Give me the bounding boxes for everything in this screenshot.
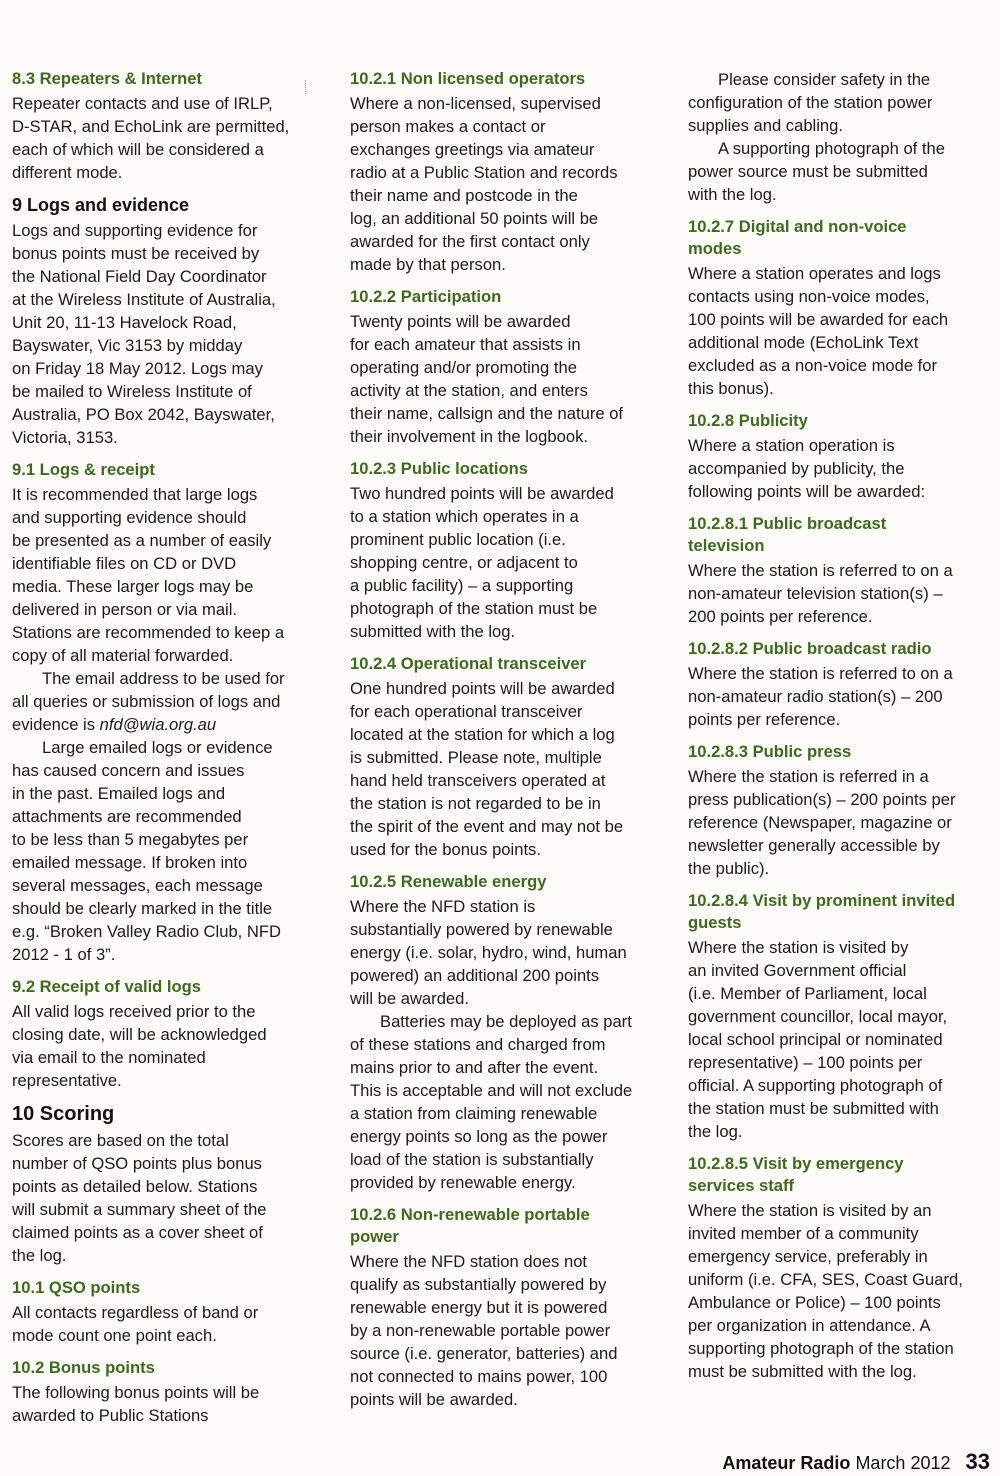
- text-line: Where a station operates and logs: [688, 264, 941, 283]
- text-line: Bayswater, Vic 3153 by midday: [12, 336, 243, 355]
- text-line: located at the station for which a log: [350, 725, 615, 744]
- text-line: 200 points per reference.: [688, 607, 873, 626]
- heading-text: 10.2 Bonus points: [12, 1358, 155, 1377]
- body-paragraph: [688, 262, 990, 400]
- text-line: per organization in attendance. A: [688, 1316, 931, 1335]
- subsection-heading: [688, 741, 990, 763]
- text-line: emergency service, preferably in: [688, 1247, 928, 1266]
- text-line: prominent public location (i.e.: [350, 530, 566, 549]
- heading-text: 9 Logs and evidence: [12, 195, 190, 215]
- subsection-heading: [350, 653, 655, 675]
- body-paragraph: [688, 1199, 990, 1383]
- text-line: following points will be awarded:: [688, 482, 926, 501]
- subsection-heading: [350, 1204, 655, 1248]
- text-line: qualify as substantially powered by: [350, 1275, 607, 1294]
- text-line: points as detailed below. Stations: [12, 1177, 258, 1196]
- text-line: energy (i.e. solar, hydro, wind, human: [350, 943, 627, 962]
- text-line: closing date, will be acknowledged: [12, 1025, 267, 1044]
- body-paragraph: [350, 677, 655, 861]
- magazine-name: Amateur Radio: [722, 1453, 851, 1473]
- text-line: newsletter generally accessible by: [688, 836, 940, 855]
- text-line: local school principal or nominated: [688, 1030, 943, 1049]
- text-line: A supporting photograph of the: [718, 139, 945, 158]
- text-line: made by that person.: [350, 255, 506, 274]
- text-line: e.g. “Broken Valley Radio Club, NFD: [12, 922, 281, 941]
- text-line: and supporting evidence should: [12, 508, 247, 527]
- text-line: hand held transceivers operated at: [350, 771, 606, 790]
- heading-text: 10.2.1 Non licensed operators: [350, 69, 586, 88]
- text-line: be presented as a number of easily: [12, 531, 272, 550]
- text-line: power source must be submitted: [688, 162, 928, 181]
- text-line: Where the NFD station does not: [350, 1252, 588, 1271]
- text-line: (i.e. Member of Parliament, local: [688, 984, 927, 1003]
- text-line: Where the station is referred in a: [688, 767, 929, 786]
- text-line: the log.: [688, 1122, 743, 1141]
- text-line: their name and postcode in the: [350, 186, 578, 205]
- text-line: an invited Government official: [688, 961, 907, 980]
- column-1: [12, 68, 317, 1427]
- body-paragraph: [350, 1250, 655, 1411]
- text-line: the station must be submitted with: [688, 1099, 939, 1118]
- heading-text: 10 Scoring: [12, 1103, 115, 1125]
- heading-text: 8.3 Repeaters & Internet: [12, 69, 202, 88]
- text-line: Where the station is visited by: [688, 938, 909, 957]
- text-line: accompanied by publicity, the: [688, 459, 905, 478]
- text-line: person makes a contact or: [350, 117, 546, 136]
- body-paragraph: [12, 1000, 317, 1092]
- text-line: The email address to be used for: [42, 669, 285, 688]
- text-line: the log.: [12, 1246, 67, 1265]
- body-paragraph: [688, 936, 990, 1143]
- text-line: awarded to Public Stations: [12, 1406, 209, 1425]
- body-paragraph: [350, 895, 655, 1010]
- text-line: official. A supporting photograph of: [688, 1076, 943, 1095]
- text-line: evidence is nfd@wia.org.au: [12, 715, 217, 734]
- body-paragraph: [12, 92, 317, 184]
- body-paragraph: [688, 559, 990, 628]
- text-line: the National Field Day Coordinator: [12, 267, 267, 286]
- heading-text: 10.2.8 Publicity: [688, 411, 808, 430]
- text-line: invited member of a community: [688, 1224, 919, 1243]
- text-line: with the log.: [688, 185, 777, 204]
- body-paragraph: [350, 1010, 655, 1194]
- heading-text-continued: television: [688, 536, 765, 555]
- text-line: additional mode (EchoLink Text: [688, 333, 919, 352]
- body-paragraph: [688, 662, 990, 731]
- text-line: on Friday 18 May 2012. Logs may: [12, 359, 263, 378]
- text-line: 2012 - 1 of 3”.: [12, 945, 116, 964]
- text-line: copy of all material forwarded.: [12, 646, 234, 665]
- text-line: activity at the station, and enters: [350, 381, 588, 400]
- text-line: to a station which operates in a: [350, 507, 579, 526]
- heading-text: 10.2.8.3 Public press: [688, 742, 852, 761]
- text-line: This is acceptable and will not exclude: [350, 1081, 633, 1100]
- text-line: Two hundred points will be awarded: [350, 484, 614, 503]
- text-line: at the Wireless Institute of Australia,: [12, 290, 276, 309]
- heading-text: 10.2.6 Non-renewable portable: [350, 1205, 590, 1224]
- text-line: has caused concern and issues: [12, 761, 245, 780]
- body-paragraph: [12, 667, 317, 736]
- text-line: powered) an additional 200 points: [350, 966, 600, 985]
- text-line: the station is not regarded to be in: [350, 794, 601, 813]
- text-line: provided by renewable energy.: [350, 1173, 576, 1192]
- text-line: submitted with the log.: [350, 622, 516, 641]
- heading-text: 9.1 Logs & receipt: [12, 460, 155, 479]
- subsection-heading: [12, 459, 317, 481]
- text-line: contacts using non-voice modes,: [688, 287, 930, 306]
- subsection-heading: [350, 286, 655, 308]
- text-line: renewable energy but it is powered: [350, 1298, 608, 1317]
- text-line: is submitted. Please note, multiple: [350, 748, 602, 767]
- heading-text: 10.2.7 Digital and non-voice: [688, 217, 907, 236]
- text-line: delivered in person or via mail.: [12, 600, 238, 619]
- body-paragraph: [350, 92, 655, 276]
- text-line: must be submitted with the log.: [688, 1362, 917, 1381]
- text-line: will submit a summary sheet of the: [12, 1200, 267, 1219]
- subsection-heading: [12, 976, 317, 998]
- section-heading: [12, 194, 317, 216]
- heading-text-continued: power: [350, 1227, 399, 1246]
- text-line: emailed message. If broken into: [12, 853, 248, 872]
- text-line: Where the station is referred to on a: [688, 664, 953, 683]
- text-line: Where a station operation is: [688, 436, 895, 455]
- text-line: government councillor, local mayor,: [688, 1007, 948, 1026]
- text-line: reference (Newspaper, magazine or: [688, 813, 952, 832]
- text-line: all queries or submission of logs and: [12, 692, 281, 711]
- text-line: shopping centre, or adjacent to: [350, 553, 578, 572]
- text-line: uniform (i.e. CFA, SES, Coast Guard,: [688, 1270, 963, 1289]
- heading-text-continued: guests: [688, 913, 742, 932]
- text-line: Repeater contacts and use of IRLP,: [12, 94, 273, 113]
- text-line: substantially powered by renewable: [350, 920, 613, 939]
- text-line: mode count one point each.: [12, 1326, 217, 1345]
- text-line: Large emailed logs or evidence: [42, 738, 273, 757]
- subsection-heading: [688, 513, 990, 557]
- text-line: representative) – 100 points per: [688, 1053, 923, 1072]
- text-line: It is recommended that large logs: [12, 485, 258, 504]
- text-line: The following bonus points will be: [12, 1383, 260, 1402]
- heading-text: 9.2 Receipt of valid logs: [12, 977, 202, 996]
- column-3: [688, 68, 990, 1383]
- body-paragraph: [350, 310, 655, 448]
- heading-text-continued: services staff: [688, 1176, 795, 1195]
- text-line: Scores are based on the total: [12, 1131, 229, 1150]
- text-line: in the past. Emailed logs and: [12, 784, 226, 803]
- subsection-heading: [12, 1277, 317, 1299]
- text-line: be mailed to Wireless Institute of: [12, 382, 252, 401]
- text-line: supporting photograph of the station: [688, 1339, 954, 1358]
- body-paragraph: [688, 137, 990, 206]
- heading-text-continued: modes: [688, 239, 742, 258]
- text-line: Unit 20, 11-13 Havelock Road,: [12, 313, 237, 332]
- body-paragraph: [12, 1301, 317, 1347]
- text-line: a public facility) – a supporting: [350, 576, 574, 595]
- heading-text: 10.2.8.4 Visit by prominent invited: [688, 891, 956, 910]
- body-paragraph: [688, 434, 990, 503]
- text-line: configuration of the station power: [688, 93, 933, 112]
- subsection-heading: [350, 68, 655, 90]
- text-line: different mode.: [12, 163, 123, 182]
- text-line: claimed points as a cover sheet of: [12, 1223, 263, 1242]
- text-line: points will be awarded.: [350, 1390, 518, 1409]
- subsection-heading: [688, 638, 990, 660]
- text-line: photograph of the station must be: [350, 599, 598, 618]
- text-line: number of QSO points plus bonus: [12, 1154, 262, 1173]
- text-line: One hundred points will be awarded: [350, 679, 615, 698]
- body-paragraph: [12, 1129, 317, 1267]
- text-line: non-amateur radio station(s) – 200: [688, 687, 943, 706]
- email-address: nfd@wia.org.au: [99, 715, 217, 734]
- text-line: Stations are recommended to keep a: [12, 623, 285, 642]
- text-line: exchanges greetings via amateur: [350, 140, 595, 159]
- text-line: by a non-renewable portable power: [350, 1321, 611, 1340]
- text-line: mains prior to and after the event.: [350, 1058, 599, 1077]
- subsection-heading: [350, 458, 655, 480]
- subsection-heading: [12, 68, 317, 90]
- text-line: several messages, each message: [12, 876, 263, 895]
- text-line: media. These larger logs may be: [12, 577, 254, 596]
- text-line: should be clearly marked in the title: [12, 899, 273, 918]
- text-line: log, an additional 50 points will be: [350, 209, 599, 228]
- body-paragraph: [12, 1381, 317, 1427]
- text-line: All contacts regardless of band or: [12, 1303, 259, 1322]
- body-paragraph: [12, 219, 317, 449]
- subsection-heading: [12, 1357, 317, 1379]
- text-line: source (i.e. generator, batteries) and: [350, 1344, 618, 1363]
- text-line: via email to the nominated: [12, 1048, 206, 1067]
- text-line: energy points so long as the power: [350, 1127, 608, 1146]
- heading-text: 10.2.2 Participation: [350, 287, 502, 306]
- text-line: Where the station is visited by an: [688, 1201, 932, 1220]
- text-line: the spirit of the event and may not be: [350, 817, 624, 836]
- column-2: [350, 68, 655, 1411]
- text-line: their name, callsign and the nature of: [350, 404, 624, 423]
- text-line: their involvement in the logbook.: [350, 427, 588, 446]
- text-line: will be awarded.: [350, 989, 469, 1008]
- subsection-heading: [350, 871, 655, 893]
- text-line: bonus points must be received by: [12, 244, 260, 263]
- body-paragraph: [12, 483, 317, 667]
- page-number: 33: [965, 1449, 990, 1474]
- text-line: a station from claiming renewable: [350, 1104, 598, 1123]
- text-line: operating and/or promoting the: [350, 358, 577, 377]
- heading-text: 10.2.8.5 Visit by emergency: [688, 1154, 904, 1173]
- text-line: Australia, PO Box 2042, Bayswater,: [12, 405, 275, 424]
- text-line: used for the bonus points.: [350, 840, 541, 859]
- heading-text: 10.2.8.1 Public broadcast: [688, 514, 887, 533]
- text-line: not connected to mains power, 100: [350, 1367, 608, 1386]
- text-line: supplies and cabling.: [688, 116, 843, 135]
- body-paragraph: [688, 68, 990, 137]
- text-line: points per reference.: [688, 710, 841, 729]
- text-line: radio at a Public Station and records: [350, 163, 618, 182]
- body-paragraph: [688, 765, 990, 880]
- text-line: Where a non-licensed, supervised: [350, 94, 601, 113]
- text-line: identifiable files on CD or DVD: [12, 554, 237, 573]
- text-line: Batteries may be deployed as part: [380, 1012, 632, 1031]
- text-line: non-amateur television station(s) –: [688, 584, 943, 603]
- heading-text: 10.2.4 Operational transceiver: [350, 654, 587, 673]
- text-line: the public).: [688, 859, 770, 878]
- text-line: to be less than 5 megabytes per: [12, 830, 249, 849]
- issue-date: March 2012: [855, 1453, 951, 1473]
- text-line: All valid logs received prior to the: [12, 1002, 256, 1021]
- text-line: Ambulance or Police) – 100 points: [688, 1293, 941, 1312]
- text-line: attachments are recommended: [12, 807, 242, 826]
- text-line: load of the station is substantially: [350, 1150, 594, 1169]
- text-line: for each operational transceiver: [350, 702, 583, 721]
- text-line: excluded as a non-voice mode for: [688, 356, 938, 375]
- text-line: Victoria, 3153.: [12, 428, 118, 447]
- subsection-heading: [688, 1153, 990, 1197]
- text-line: press publication(s) – 200 points per: [688, 790, 956, 809]
- body-paragraph: [350, 482, 655, 643]
- page-footer: [722, 1449, 990, 1475]
- subsection-heading: [688, 890, 990, 934]
- text-line: Please consider safety in the: [718, 70, 931, 89]
- text-line: awarded for the first contact only: [350, 232, 590, 251]
- body-paragraph: [12, 736, 317, 966]
- heading-text: 10.2.3 Public locations: [350, 459, 528, 478]
- heading-text: 10.1 QSO points: [12, 1278, 141, 1297]
- text-line: 100 points will be awarded for each: [688, 310, 949, 329]
- text-line: Logs and supporting evidence for: [12, 221, 258, 240]
- text-line: each of which will be considered a: [12, 140, 264, 159]
- heading-text: 10.2.8.2 Public broadcast radio: [688, 639, 932, 658]
- text-line: D-STAR, and EchoLink are permitted,: [12, 117, 290, 136]
- subsection-heading: [688, 410, 990, 432]
- section-heading: [12, 1102, 317, 1126]
- text-line: Twenty points will be awarded: [350, 312, 571, 331]
- text-line: for each amateur that assists in: [350, 335, 581, 354]
- subsection-heading: [688, 216, 990, 260]
- heading-text: 10.2.5 Renewable energy: [350, 872, 547, 891]
- text-line: Where the station is referred to on a: [688, 561, 953, 580]
- text-line: Where the NFD station is: [350, 897, 536, 916]
- text-line: this bonus).: [688, 379, 774, 398]
- text-line: representative.: [12, 1071, 122, 1090]
- text-line: of these stations and charged from: [350, 1035, 606, 1054]
